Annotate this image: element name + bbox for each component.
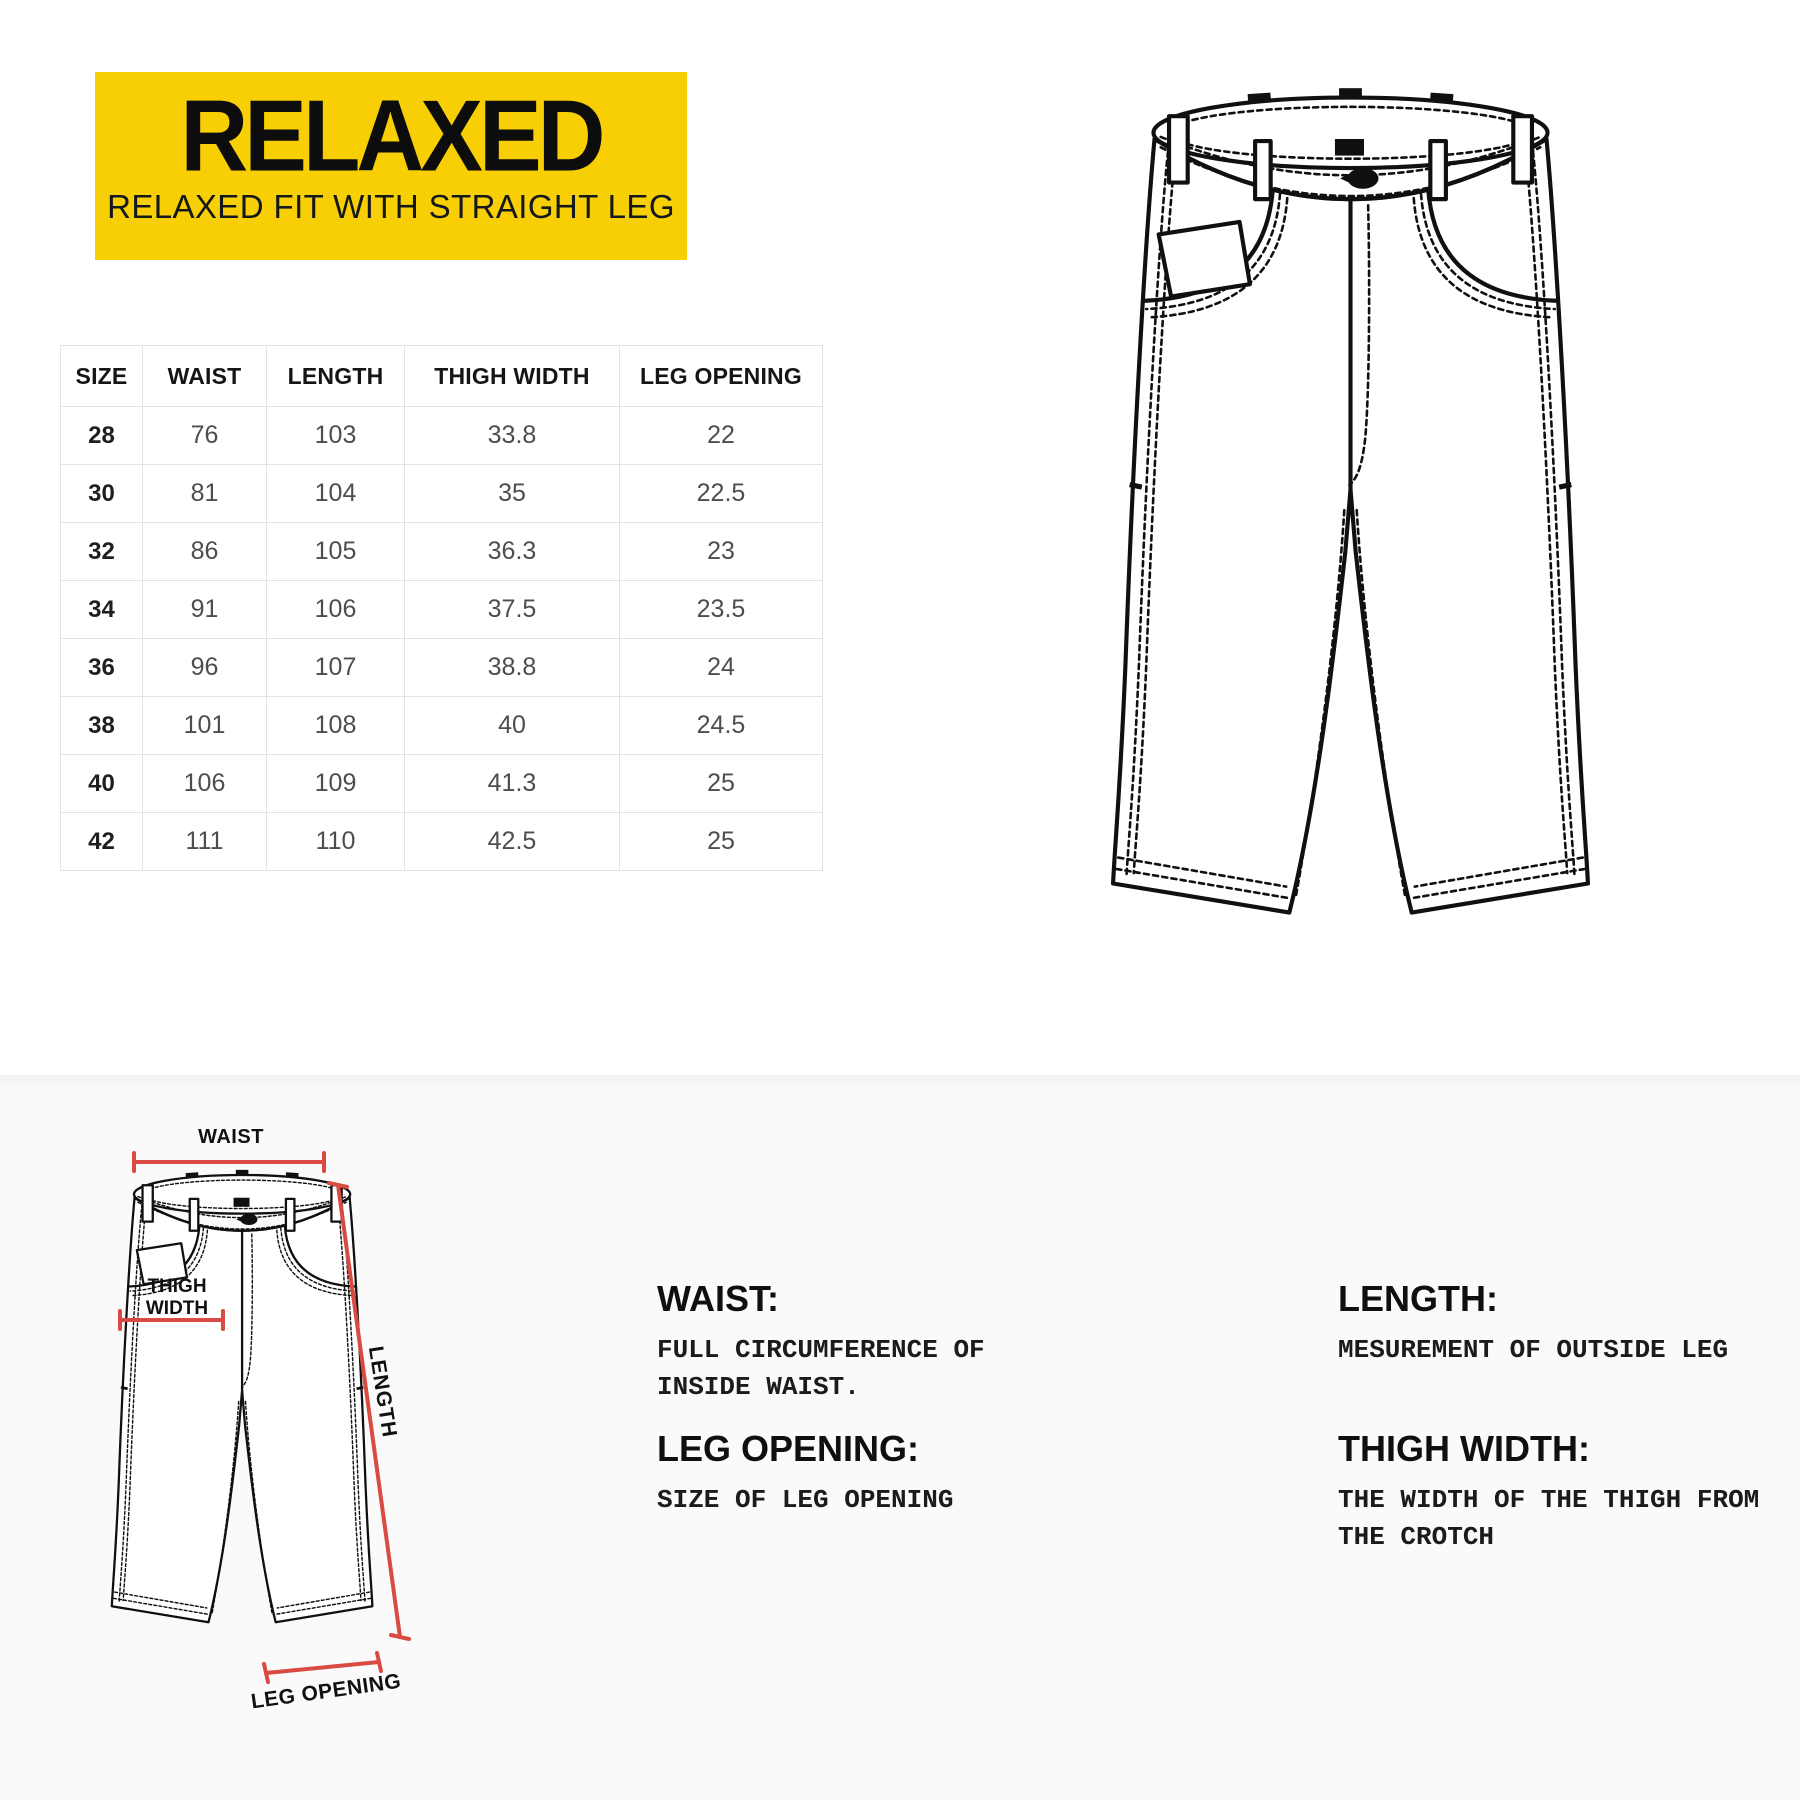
- cell-leg-opening: 24.5: [620, 697, 823, 755]
- jeans-diagram-annotated: [40, 1100, 460, 1740]
- table-row: [61, 581, 823, 639]
- cell-waist: 106: [143, 755, 267, 813]
- cell-size: 38: [61, 697, 143, 755]
- waist-measurement-line: [134, 1153, 324, 1171]
- definition-description: THE WIDTH OF THE THIGH FROM THE CROTCH: [1338, 1485, 1760, 1552]
- cell-waist: 96: [143, 639, 267, 697]
- cell-leg-opening: 25: [620, 813, 823, 871]
- cell-length: 105: [267, 523, 405, 581]
- waist-label: WAIST: [198, 1126, 264, 1148]
- column-header-thigh-width: THIGH WIDTH: [405, 346, 620, 407]
- cell-length: 106: [267, 581, 405, 639]
- table-row: [61, 639, 823, 697]
- column-header-length: LENGTH: [267, 346, 405, 407]
- cell-length: 109: [267, 755, 405, 813]
- thigh-width-label-line2: WIDTH: [145, 1298, 209, 1319]
- cell-waist: 111: [143, 813, 267, 871]
- leg-opening-label: LEG OPENING: [249, 1669, 403, 1714]
- table-row: [61, 407, 823, 465]
- table-row: [61, 813, 823, 871]
- cell-leg-opening: 25: [620, 755, 823, 813]
- cell-thigh-width: 36.3: [405, 523, 620, 581]
- definition-waist: [657, 1278, 1027, 1406]
- definition-leg-opening: [657, 1428, 1027, 1519]
- column-header-size: SIZE: [61, 346, 143, 407]
- cell-waist: 76: [143, 407, 267, 465]
- cell-thigh-width: 38.8: [405, 639, 620, 697]
- cell-size: 42: [61, 813, 143, 871]
- definition-term: THIGH WIDTH:: [1338, 1428, 1590, 1469]
- size-table: [60, 345, 822, 871]
- table-row: [61, 697, 823, 755]
- cell-size: 36: [61, 639, 143, 697]
- page-subtitle: RELAXED FIT WITH STRAIGHT LEG: [107, 188, 675, 225]
- definition-description: FULL CIRCUMFERENCE OF INSIDE WAIST.: [657, 1335, 985, 1402]
- table-row: [61, 465, 823, 523]
- cell-waist: 91: [143, 581, 267, 639]
- column-header-leg-opening: LEG OPENING: [620, 346, 823, 407]
- cell-thigh-width: 37.5: [405, 581, 620, 639]
- cell-thigh-width: 35: [405, 465, 620, 523]
- cell-length: 110: [267, 813, 405, 871]
- cell-thigh-width: 40: [405, 697, 620, 755]
- cell-waist: 86: [143, 523, 267, 581]
- definition-term: LENGTH:: [1338, 1278, 1498, 1319]
- cell-size: 32: [61, 523, 143, 581]
- cell-length: 107: [267, 639, 405, 697]
- definition-length: [1338, 1278, 1778, 1369]
- cell-thigh-width: 41.3: [405, 755, 620, 813]
- cell-thigh-width: 33.8: [405, 407, 620, 465]
- length-label: LENGTH: [363, 1344, 402, 1440]
- cell-leg-opening: 23.5: [620, 581, 823, 639]
- column-header-waist: WAIST: [143, 346, 267, 407]
- thigh-width-label-line1: THIGH: [147, 1276, 207, 1297]
- cell-thigh-width: 42.5: [405, 813, 620, 871]
- cell-length: 108: [267, 697, 405, 755]
- cell-waist: 101: [143, 697, 267, 755]
- cell-leg-opening: 23: [620, 523, 823, 581]
- cell-length: 104: [267, 465, 405, 523]
- page-title: RELAXED: [180, 78, 602, 193]
- cell-size: 30: [61, 465, 143, 523]
- banner: [95, 72, 687, 260]
- cell-size: 28: [61, 407, 143, 465]
- jeans-flat-sketch-large: [1086, 83, 1615, 954]
- cell-leg-opening: 24: [620, 639, 823, 697]
- table-header-row: [61, 346, 823, 407]
- definition-term: WAIST:: [657, 1278, 779, 1319]
- cell-length: 103: [267, 407, 405, 465]
- cell-leg-opening: 22.5: [620, 465, 823, 523]
- definition-description: MESUREMENT OF OUTSIDE LEG: [1338, 1335, 1729, 1365]
- cell-leg-opening: 22: [620, 407, 823, 465]
- cell-size: 34: [61, 581, 143, 639]
- cell-size: 40: [61, 755, 143, 813]
- table-row: [61, 755, 823, 813]
- definition-thigh-width: [1338, 1428, 1778, 1556]
- table-row: [61, 523, 823, 581]
- definition-description: SIZE OF LEG OPENING: [657, 1485, 954, 1515]
- definition-term: LEG OPENING:: [657, 1428, 920, 1469]
- cell-waist: 81: [143, 465, 267, 523]
